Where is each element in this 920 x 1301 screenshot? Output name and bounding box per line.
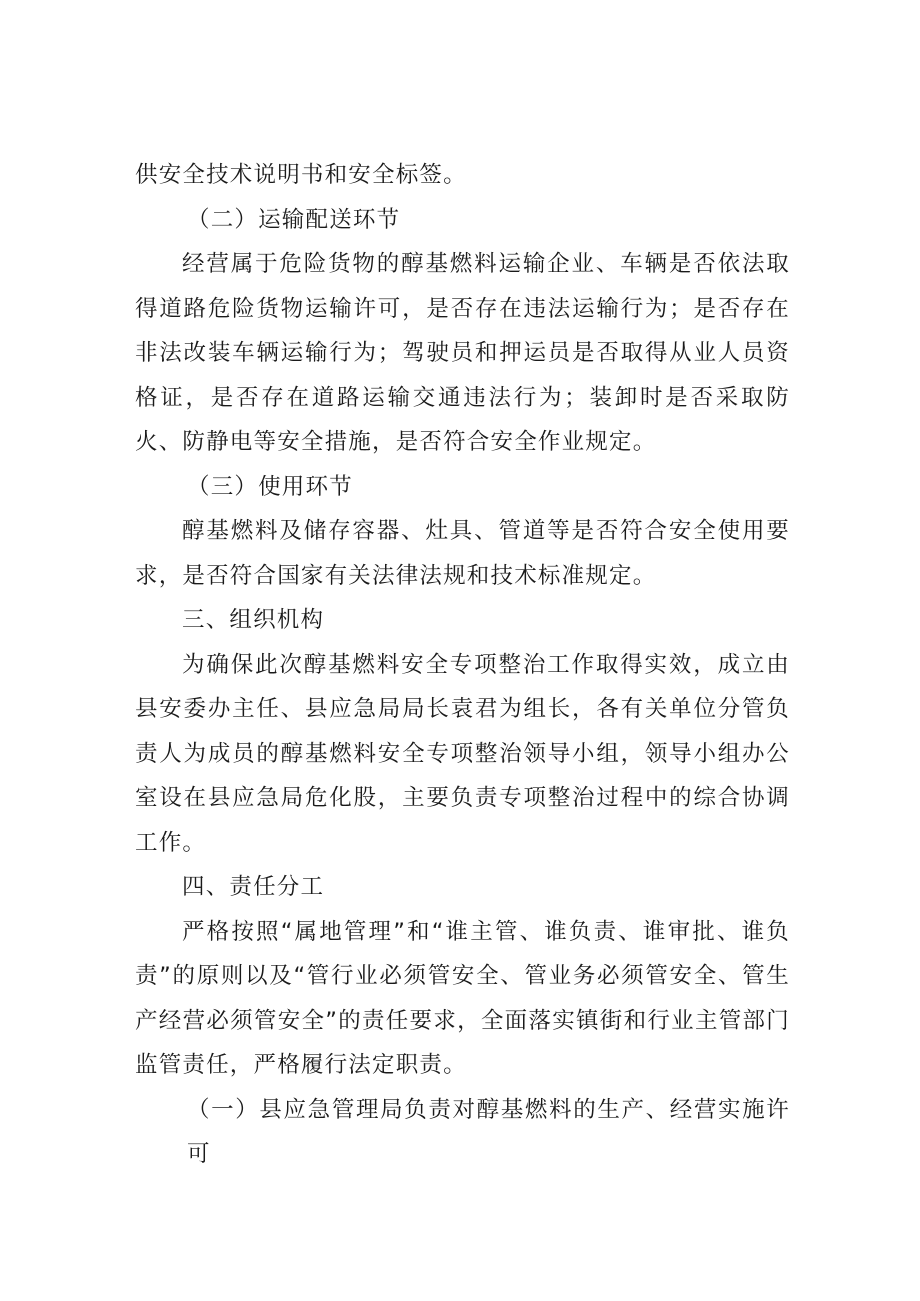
paragraph-continuation: 供安全技术说明书和安全标签。: [135, 162, 467, 188]
paragraph-responsibility: 严格按照“属地管理”和“谁主管、谁负责、谁审批、谁负责”的原则以及“管行业必须管安全、管业务必须管安全、管生产经营必须管安全”的责任要求，全面落实镇街和行业主管部门监管责任，严格履行法定职责。: [135, 918, 790, 1078]
heading-organization: 三、组织机构: [182, 607, 325, 633]
subheading-emergency-bureau: （一）县应急管理局负责对醇基燃料的生产、经营实施许可: [187, 1096, 790, 1167]
paragraph-usage: 醇基燃料及储存容器、灶具、管道等是否符合安全使用要求，是否符合国家有关法律法规和技术标准规定。: [135, 518, 790, 589]
paragraph-transport: 经营属于危险货物的醇基燃料运输企业、车辆是否依法取得道路危险货物运输许可，是否存在违法运输行为；是否存在非法改装车辆运输行为；驾驶员和押运员是否取得从业人员资格证，是否存在道路运输交通违法行为；装卸时是否采取防火、防静电等安全措施，是否符合安全作业规定。: [135, 251, 790, 455]
subheading-transport: （二）运输配送环节: [187, 206, 401, 233]
subheading-usage: （三）使用环节: [187, 473, 353, 500]
heading-responsibility: 四、责任分工: [182, 874, 325, 900]
document-body: [135, 153, 790, 1177]
paragraph-organization: 为确保此次醇基燃料安全专项整治工作取得实效，成立由县安委办主任、县应急局局长袁君为组长，各有关单位分管负责人为成员的醇基燃料安全专项整治领导小组，领导小组办公室设在县应急局危化股，主要负责专项整治过程中的综合协调工作。: [135, 651, 790, 856]
